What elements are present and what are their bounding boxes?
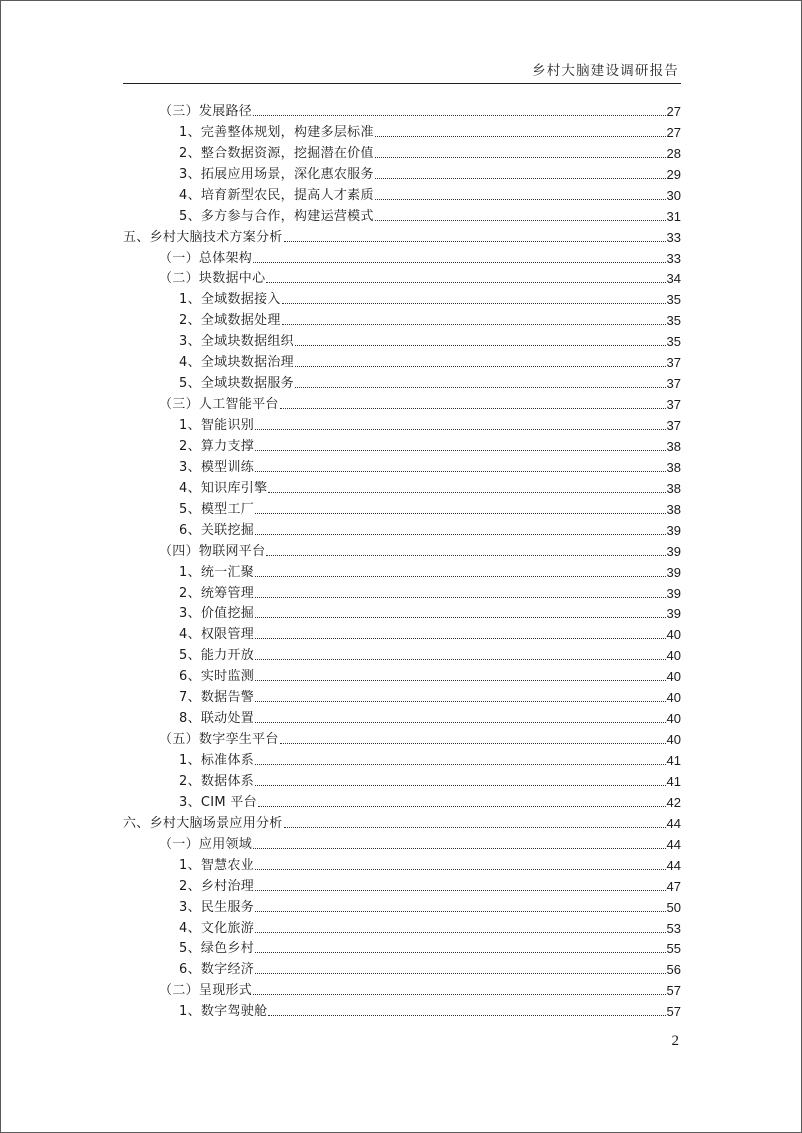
toc-entry[interactable] — [123, 621, 681, 642]
toc-entry-page: 37 — [666, 376, 681, 392]
toc-entry[interactable] — [123, 915, 681, 936]
toc-entry-page: 30 — [666, 187, 681, 203]
toc-entry-page: 38 — [666, 480, 681, 496]
toc-entry[interactable] — [123, 936, 681, 957]
toc-entry-title: 8、联动处置 — [179, 711, 255, 727]
toc-entry-page: 40 — [666, 627, 681, 643]
toc-dot-leader — [375, 198, 666, 200]
toc-entry-title: 4、全域块数据治理 — [179, 355, 294, 371]
toc-entry[interactable] — [123, 328, 681, 349]
toc-entry-title: （一）应用领域 — [159, 836, 253, 852]
toc-entry-page: 40 — [666, 648, 681, 664]
toc-entry[interactable] — [123, 601, 681, 622]
toc-entry[interactable] — [123, 182, 681, 203]
toc-entry-page: 40 — [666, 711, 681, 727]
toc-entry-page: 47 — [666, 878, 681, 894]
toc-entry[interactable] — [123, 433, 681, 454]
toc-entry-title: 3、模型训练 — [179, 459, 255, 475]
toc-entry[interactable] — [123, 161, 681, 182]
toc-entry-page: 37 — [666, 397, 681, 413]
toc-entry-page: 27 — [666, 103, 681, 119]
toc-entry-title: 1、智能识别 — [179, 418, 255, 433]
toc-entry-title: 2、统筹管理 — [179, 585, 255, 601]
toc-entry-title: 6、数字经济 — [179, 962, 255, 978]
toc-entry-page: 42 — [666, 794, 681, 810]
toc-dot-leader — [266, 554, 665, 556]
toc-entry-title: 5、模型工厂 — [179, 501, 255, 517]
toc-entry-title: （二）块数据中心 — [159, 271, 266, 287]
toc-entry[interactable] — [123, 370, 681, 391]
toc-dot-leader — [284, 240, 666, 242]
toc-entry-page: 38 — [666, 501, 681, 517]
toc-entry-page: 39 — [666, 606, 681, 622]
toc-entry-page: 39 — [666, 522, 681, 538]
toc-dot-leader — [255, 616, 665, 618]
toc-dot-leader — [255, 763, 665, 765]
toc-entry-page: 44 — [666, 836, 681, 852]
toc-entry-page: 57 — [666, 983, 681, 999]
toc-entry-title: 5、全域块数据服务 — [179, 376, 294, 392]
toc-entry[interactable] — [123, 580, 681, 601]
toc-dot-leader — [255, 951, 665, 953]
toc-dot-leader — [375, 156, 666, 158]
toc-entry-page: 37 — [666, 355, 681, 371]
toc-entry-title: 五、乡村大脑技术方案分析 — [123, 229, 283, 245]
toc-entry[interactable] — [123, 496, 681, 517]
toc-entry-page: 39 — [666, 585, 681, 601]
toc-entry-title: （一）总体架构 — [159, 250, 253, 266]
toc-entry-title: （三）人工智能平台 — [159, 397, 279, 413]
toc-entry-title: 1、完善整体规划，构建多层标准 — [179, 124, 374, 140]
toc-dot-leader — [255, 910, 665, 912]
toc-dot-leader — [258, 805, 666, 807]
toc-entry[interactable] — [123, 538, 681, 559]
toc-entry[interactable] — [123, 559, 681, 580]
toc-entry-title: 4、文化旅游 — [179, 920, 255, 936]
toc-entry[interactable] — [123, 852, 681, 873]
toc-dot-leader — [253, 261, 665, 263]
toc-dot-leader — [280, 407, 666, 409]
toc-entry-page: 56 — [666, 962, 681, 978]
toc-dot-leader — [295, 365, 666, 367]
toc-dot-leader — [255, 972, 665, 974]
toc-dot-leader — [375, 177, 666, 179]
toc-entry[interactable] — [123, 203, 681, 224]
toc-entry-page: 28 — [666, 145, 681, 161]
toc-entry[interactable] — [123, 705, 681, 726]
toc-dot-leader — [253, 993, 665, 995]
toc-entry[interactable] — [123, 894, 681, 915]
toc-entry[interactable] — [123, 119, 681, 140]
toc-dot-leader — [375, 135, 666, 137]
toc-entry[interactable] — [123, 517, 681, 538]
toc-dot-leader — [255, 721, 665, 723]
toc-entry-page: 33 — [666, 229, 681, 245]
page-number: 2 — [671, 1033, 679, 1049]
toc-dot-leader — [255, 449, 665, 451]
toc-entry-title: 3、全域块数据组织 — [179, 334, 294, 350]
toc-entry-page: 35 — [666, 292, 681, 308]
toc-entry-title: 4、知识库引擎 — [179, 480, 268, 496]
toc-entry[interactable] — [123, 977, 681, 998]
toc-dot-leader — [268, 1014, 665, 1016]
toc-entry-page: 39 — [666, 564, 681, 580]
toc-entry[interactable] — [123, 140, 681, 161]
toc-entry-title: 5、能力开放 — [179, 648, 255, 664]
toc-entry-title: 6、实时监测 — [179, 669, 255, 685]
toc-entry-title: 1、标准体系 — [179, 753, 255, 768]
toc-entry-title: 1、智慧农业 — [179, 857, 255, 873]
toc-entry-title: 2、全域数据处理 — [179, 313, 281, 329]
toc-entry-title: 2、数据体系 — [179, 773, 255, 789]
table-of-contents — [123, 98, 681, 1019]
toc-entry-title: 6、关联挖掘 — [179, 522, 255, 538]
toc-dot-leader — [255, 868, 665, 870]
toc-dot-leader — [253, 847, 665, 849]
toc-entry[interactable] — [123, 998, 681, 1019]
toc-entry-title: 5、绿色乡村 — [179, 941, 255, 957]
toc-dot-leader — [255, 700, 665, 702]
toc-entry-page: 40 — [666, 690, 681, 706]
toc-dot-leader — [255, 889, 665, 891]
toc-entry-page: 35 — [666, 313, 681, 329]
toc-entry-page: 33 — [666, 250, 681, 266]
toc-dot-leader — [375, 219, 666, 221]
toc-entry[interactable] — [123, 475, 681, 496]
toc-dot-leader — [255, 596, 665, 598]
toc-dot-leader — [295, 386, 666, 388]
toc-entry-page: 41 — [666, 773, 681, 789]
toc-dot-leader — [255, 931, 665, 933]
toc-entry[interactable] — [123, 642, 681, 663]
toc-entry-page: 39 — [666, 543, 681, 559]
toc-entry-page: 29 — [666, 166, 681, 182]
toc-entry[interactable] — [123, 768, 681, 789]
toc-entry[interactable] — [123, 307, 681, 328]
toc-entry-page: 35 — [666, 334, 681, 350]
toc-dot-leader — [255, 533, 665, 535]
toc-dot-leader — [282, 323, 666, 325]
toc-entry[interactable] — [123, 956, 681, 977]
toc-entry-page: 27 — [666, 124, 681, 140]
toc-dot-leader — [255, 428, 665, 430]
toc-entry[interactable] — [123, 349, 681, 370]
toc-entry-title: 4、权限管理 — [179, 627, 255, 643]
toc-dot-leader — [255, 575, 665, 577]
toc-entry[interactable] — [123, 684, 681, 705]
toc-entry-page: 57 — [666, 1004, 681, 1020]
toc-entry-page: 53 — [666, 920, 681, 936]
toc-entry[interactable] — [123, 663, 681, 684]
toc-dot-leader — [280, 742, 666, 744]
toc-entry[interactable] — [123, 873, 681, 894]
toc-dot-leader — [255, 470, 665, 472]
toc-entry[interactable] — [123, 412, 681, 433]
toc-dot-leader — [266, 281, 665, 283]
toc-entry-page: 55 — [666, 941, 681, 957]
toc-entry-title: （三）发展路径 — [159, 103, 253, 119]
toc-entry[interactable] — [123, 391, 681, 412]
toc-entry-page: 44 — [666, 815, 681, 831]
toc-entry-title: 3、民生服务 — [179, 899, 255, 915]
toc-entry-title: （五）数字孪生平台 — [159, 732, 279, 748]
toc-entry[interactable] — [123, 245, 681, 266]
toc-entry-page: 41 — [666, 753, 681, 768]
toc-dot-leader — [255, 679, 665, 681]
toc-entry-title: 5、多方参与合作，构建运营模式 — [179, 208, 374, 224]
toc-entry-title: 3、拓展应用场景，深化惠农服务 — [179, 166, 374, 182]
toc-entry[interactable] — [123, 789, 681, 810]
header-rule — [123, 83, 681, 84]
toc-entry[interactable] — [123, 831, 681, 852]
toc-entry-title: 3、价值挖掘 — [179, 606, 255, 622]
toc-entry-page: 44 — [666, 857, 681, 873]
toc-entry-title: 2、乡村治理 — [179, 878, 255, 894]
toc-entry-title: 1、数字驾驶舱 — [179, 1004, 268, 1020]
toc-entry[interactable] — [123, 726, 681, 747]
toc-entry[interactable] — [123, 224, 681, 245]
toc-dot-leader — [282, 302, 666, 304]
toc-entry-page: 38 — [666, 459, 681, 475]
toc-entry-title: 1、统一汇聚 — [179, 564, 255, 580]
toc-entry-page: 31 — [666, 208, 681, 224]
toc-entry[interactable] — [123, 286, 681, 307]
toc-entry-title: 2、算力支撑 — [179, 438, 255, 454]
toc-dot-leader — [255, 784, 665, 786]
toc-entry[interactable] — [123, 747, 681, 768]
toc-entry[interactable] — [123, 454, 681, 475]
toc-dot-leader — [295, 344, 666, 346]
toc-entry-title: 1、全域数据接入 — [179, 292, 281, 308]
toc-entry-page: 37 — [666, 418, 681, 433]
toc-dot-leader — [255, 512, 665, 514]
toc-dot-leader — [255, 658, 665, 660]
toc-entry-page: 50 — [666, 899, 681, 915]
toc-entry-title: 3、CIM 平台 — [179, 794, 257, 810]
toc-entry[interactable] — [123, 98, 681, 119]
toc-dot-leader — [253, 114, 665, 116]
toc-entry-title: 六、乡村大脑场景应用分析 — [123, 815, 283, 831]
toc-entry-title: 2、整合数据资源，挖掘潜在价值 — [179, 145, 374, 161]
toc-entry-page: 40 — [666, 732, 681, 748]
running-header: 乡村大脑建设调研报告 — [532, 63, 679, 79]
toc-entry-page: 40 — [666, 669, 681, 685]
toc-entry-title: （二）呈现形式 — [159, 983, 253, 999]
toc-entry-title: （四）物联网平台 — [159, 543, 266, 559]
toc-dot-leader — [255, 637, 665, 639]
toc-entry-title: 7、数据告警 — [179, 690, 255, 706]
toc-entry-page: 38 — [666, 438, 681, 454]
toc-dot-leader — [284, 826, 666, 828]
toc-entry[interactable] — [123, 266, 681, 287]
toc-entry[interactable] — [123, 810, 681, 831]
toc-entry-title: 4、培育新型农民，提高人才素质 — [179, 187, 374, 203]
toc-dot-leader — [268, 491, 665, 493]
toc-entry-page: 34 — [666, 271, 681, 287]
